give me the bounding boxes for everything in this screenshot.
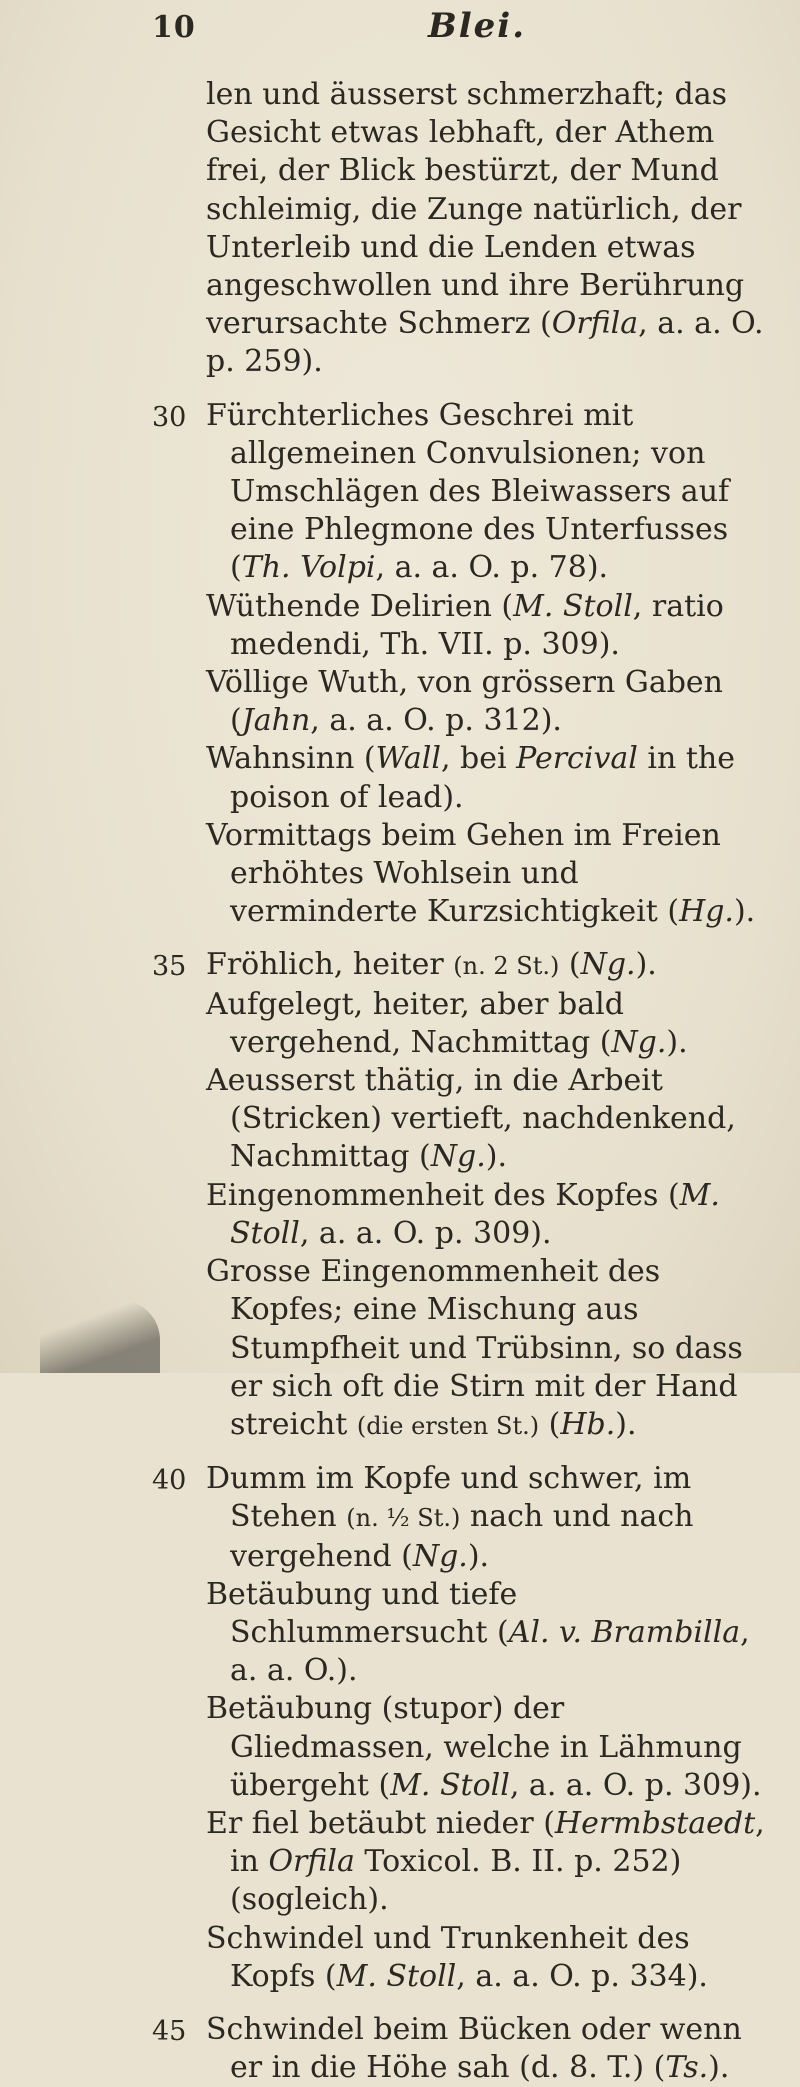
time-note: (n. ½ St.): [346, 1504, 461, 1533]
entry-text: nach und nach vergehend (: [230, 1499, 694, 1574]
line-number: 40: [152, 1465, 187, 1497]
symptom-entry: [0, 664, 800, 740]
entry-text: Er fiel betäubt nieder (: [206, 1805, 555, 1841]
source-reference: Th. Volpi: [241, 550, 376, 586]
entry-text: Völlige Wuth, von grössern Gaben (: [206, 665, 723, 739]
entry-text: Dumm im Kopfe und schwer, im Stehen: [206, 1461, 692, 1535]
line-number: 35: [152, 951, 187, 983]
entry-text: Betäubung (stupor) der Gliedmassen, welche in Lähmung übergeht (: [206, 1691, 742, 1803]
source-reference: Hb.: [560, 1406, 616, 1442]
entry-text: Eingenommenheit des Kopfes (: [206, 1177, 680, 1213]
entry-text: (: [539, 1406, 561, 1442]
entry-text: ).: [467, 1538, 490, 1574]
entry-text: Fröhlich, heiter: [206, 947, 454, 983]
entry-text: , a. a. O. p. 312).: [310, 703, 562, 739]
entry-text: ).: [708, 2050, 730, 2086]
line-number: 30: [152, 401, 187, 433]
symptom-entry: [0, 817, 800, 932]
entry-text: in the poison of lead).: [230, 741, 736, 815]
entry-text: , a. a. O. p. 334).: [456, 1958, 708, 1994]
entry-text: (: [559, 947, 581, 983]
source-reference: Wall: [375, 741, 441, 777]
source-reference: M. Stoll: [513, 588, 633, 624]
source-reference: M. Stoll: [390, 1767, 510, 1803]
entry-text: , a. a. O. p. 309).: [299, 1215, 552, 1251]
running-head: Blei.: [428, 6, 527, 46]
symptom-entry: [0, 1177, 800, 1253]
symptom-entry: [0, 1805, 800, 1920]
source-reference: Hermbstaedt: [554, 1805, 756, 1841]
entry-text: , a. a. O. p. 309).: [509, 1767, 762, 1803]
entry-text: , ratio medendi, Th. VII. p. 309).: [230, 588, 724, 662]
entry-text: , a. a. O. p. 259).: [206, 306, 764, 380]
symptom-entry: [0, 946, 800, 985]
source-reference: Jahn: [241, 703, 311, 739]
source-reference: Hg.: [679, 894, 734, 930]
symptom-entry: [0, 2011, 800, 2087]
entry-text: Toxicol. B. II. p. 252) (sogleich).: [230, 1844, 682, 1918]
source-reference: M. Stoll: [230, 1177, 720, 1251]
source-reference: Percival: [516, 741, 638, 777]
entry-text: Vormittags beim Gehen im Freien erhöhtes Wohlsein und verminderte Kurzsichtigkeit (: [206, 817, 721, 930]
entry-text: Wüthende Delirien (: [206, 588, 514, 624]
entry-text: Schwindel beim Bücken oder wenn er in die Höhe sah (d. 8. T.) (: [206, 2011, 742, 2086]
line-number: 45: [152, 2015, 187, 2047]
source-reference: Al. v. Brambilla: [508, 1614, 741, 1650]
source-reference: Ng.: [611, 1024, 667, 1060]
source-reference: M. Stoll: [336, 1958, 457, 1994]
entry-text: ).: [733, 894, 756, 930]
symptom-entry: [0, 1690, 800, 1805]
entry-text: , a. a. O.).: [230, 1614, 750, 1689]
page-number: 10: [152, 10, 196, 45]
entry-text: ).: [666, 1024, 688, 1060]
symptom-entry: [0, 986, 800, 1062]
source-reference: Ts.: [665, 2050, 709, 2086]
time-note: (n. 2 St.): [453, 952, 560, 981]
entry-text: Schwindel und Trunkenheit des Kopfs (: [206, 1920, 690, 1994]
entry-text: Aufgelegt, heiter, aber bald vergehend, Nachmittag (: [206, 986, 624, 1060]
source-reference: Ng.: [430, 1139, 486, 1175]
entry-text: Fürchterliches Geschrei mit allgemeinen Convulsionen; von Umschlägen des Bleiwassers auf eine Phlegmone des Unterfusses (: [206, 397, 730, 586]
entry-text: ).: [635, 947, 657, 983]
time-note: (die ersten St.): [356, 1411, 540, 1440]
source-reference: Orfila: [551, 306, 639, 342]
entry-text: ).: [485, 1139, 507, 1175]
symptom-entry: [0, 588, 800, 664]
symptom-entry: [0, 1576, 800, 1691]
source-reference: Ng.: [580, 947, 636, 983]
page-header: [0, 0, 800, 60]
symptom-entry: [0, 1062, 800, 1177]
entry-text: Grosse Eingenommenheit des Kopfes; eine Mischung aus Stumpfheit und Trübsinn, so dass er sich oft die Stirn mit der Hand streicht: [206, 1254, 743, 1442]
source-reference: Orfila: [268, 1844, 355, 1880]
entry-text: Aeusserst thätig, in die Arbeit (Stricken) vertieft, nachdenkend, Nachmittag (: [206, 1063, 736, 1175]
entry-text: Betäubung und tiefe Schlummersucht (: [206, 1576, 518, 1650]
entry-text: len und äusserst schmerzhaft; das Gesicht etwas lebhaft, der Athem frei, der Blick bestürzt, der Mund schleimig, die Zunge natürlich, der Unterleib und die Lenden etwas angeschwollen und ihre Berührung verursachte Schmerz (: [206, 77, 745, 342]
entry-text: , a. a. O. p. 78).: [375, 550, 609, 586]
symptom-list: [0, 76, 800, 2087]
entry-text: , bei: [440, 741, 517, 777]
entry-text: Wahnsinn (: [206, 741, 376, 777]
symptom-entry: [0, 397, 800, 588]
source-reference: Ng.: [412, 1538, 468, 1574]
entry-text: , in: [230, 1805, 765, 1880]
symptom-entry: [0, 1920, 800, 1996]
symptom-entry: [0, 76, 800, 382]
symptom-entry: [0, 1460, 800, 1576]
page-corner-shadow: [40, 1300, 160, 1373]
entry-text: ).: [615, 1406, 637, 1442]
symptom-entry: [0, 740, 800, 816]
